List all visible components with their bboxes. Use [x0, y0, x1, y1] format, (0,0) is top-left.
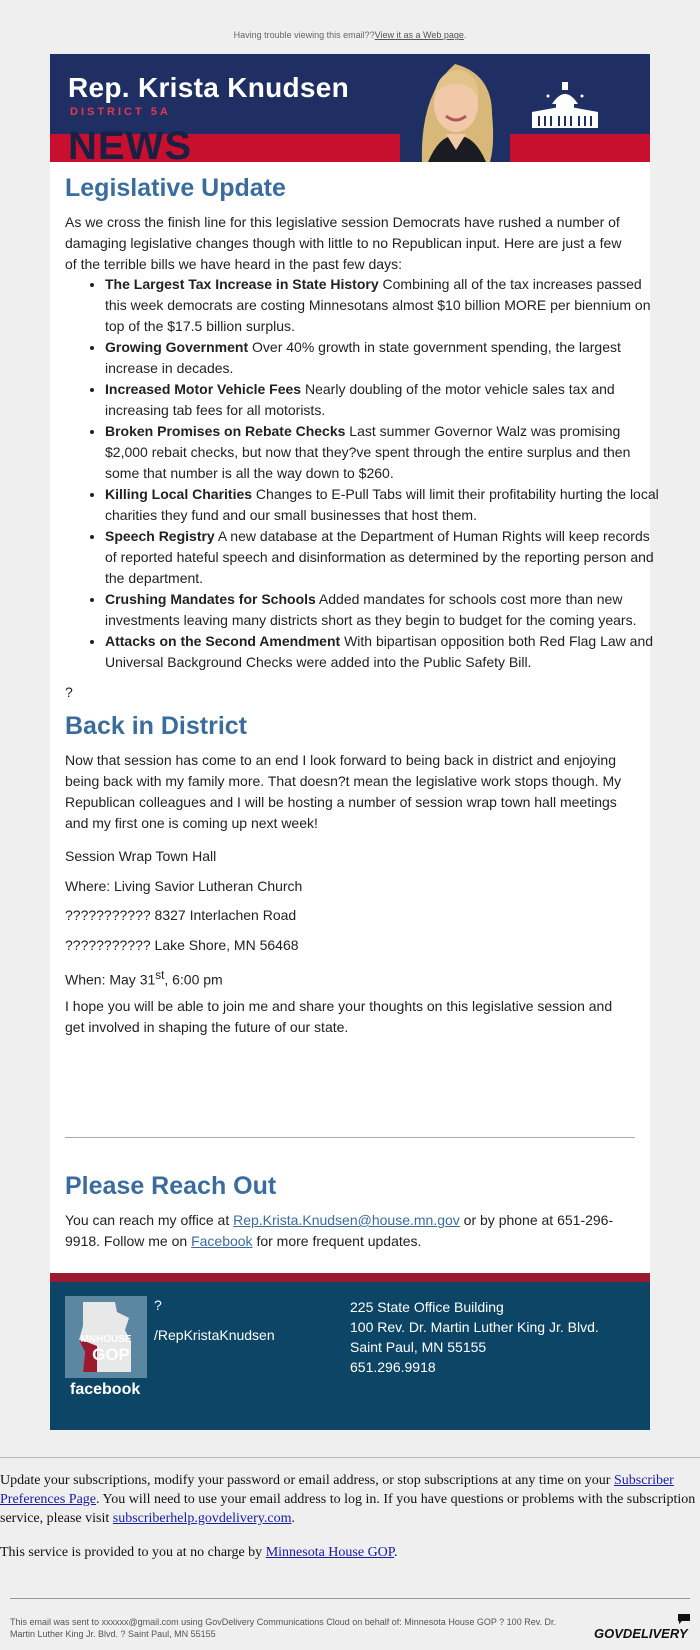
bill-title: The Largest Tax Increase in State History — [105, 276, 379, 292]
reach-text-3: for more frequent updates. — [252, 1233, 422, 1249]
bill-description: Changes to E-Pull Tabs will limit their profitability hurting the local charities they fund and our small businesses that host them. — [105, 486, 659, 523]
logo-text-mnhouse: MNHOUSE — [80, 1334, 132, 1345]
district-closing: I hope you will be able to join me and share your thoughts on this legislative session and get involved in shaping the future of our state. — [65, 998, 613, 1035]
event-address-line-2: ??????????? Lake Shore, MN 56468 — [65, 937, 299, 953]
bill-item — [105, 589, 665, 631]
govdelivery-icon — [678, 1614, 690, 1624]
event-address-line-1: ??????????? 8327 Interlachen Road — [65, 907, 297, 923]
back-in-district-heading: Back in District — [65, 712, 248, 740]
minnesota-house-gop-link[interactable]: Minnesota House GOP — [265, 1545, 395, 1560]
bill-title: Growing Government — [105, 339, 249, 355]
service-text-1: This service is provided to you at no charge by — [0, 1545, 266, 1560]
facebook-link[interactable]: Facebook — [191, 1233, 253, 1249]
bill-description: Last summer Governor Walz was promising $2,000 rebait checks, but now that they?ve spent through the entire surplus and then some that number is all the way down to $260. — [105, 423, 631, 481]
representative-name: Rep. Krista Knudsen — [68, 72, 350, 103]
facebook-handle[interactable]: /RepKristaKnudsen — [154, 1327, 275, 1343]
bill-item — [105, 337, 665, 379]
subscription-info — [0, 1471, 700, 1528]
legislative-intro: As we cross the finish line for this legislative session Democrats have rushed a number of damaging legislative changes though with little to no Republican input. Here are just a few of the terrible bills we have heard in the past few days: — [65, 214, 622, 272]
capitol-icon — [530, 78, 600, 134]
subscription-text-3: . — [291, 1511, 295, 1526]
district-label: DISTRICT 5A — [70, 106, 171, 118]
govdelivery-logo: GOVDELIVERY — [594, 1626, 688, 1641]
bill-item — [105, 631, 665, 673]
sent-to-notice: This email was sent to xxxxxx@gmail.com using GovDelivery Communications Cloud on behalf of: Minnesota House GOP ? 100 Rev. Dr. Martin Luther King Jr. Blvd. ? Saint Paul, MN 55155 — [10, 1617, 557, 1639]
outer-divider — [0, 1457, 700, 1458]
newsletter-card — [50, 54, 659, 1430]
footer-divider — [10, 1598, 690, 1599]
trailing-mark: ? — [65, 684, 73, 700]
bill-item — [105, 526, 665, 589]
email-link[interactable]: Rep.Krista.Knudsen@house.mn.gov — [233, 1212, 460, 1228]
bill-description: With bipartisan opposition both Red Flag Law and Universal Background Checks were added into the Public Safety Bill. — [105, 633, 654, 670]
bill-description: Nearly doubling of the motor vehicle sales tax and increasing tab fees for all motorists. — [105, 381, 615, 418]
service-text-2: . — [394, 1545, 398, 1560]
mn-house-gop-logo[interactable] — [65, 1296, 147, 1378]
please-reach-out-heading: Please Reach Out — [65, 1172, 277, 1200]
district-intro: Now that session has come to an end I look forward to being back in district and enjoying being back with my family more. That doesn?t mean the legislative work stops though. My Republican colleagues and I will be hosting a number of session wrap town hall meetings and my first one is coming up next week! — [65, 752, 622, 831]
footer-mark: ? — [154, 1297, 162, 1313]
header-banner — [50, 54, 650, 162]
subscriber-preferences-link[interactable]: Subscriber Preferences Page — [0, 1473, 674, 1507]
section-divider — [65, 1137, 635, 1138]
view-web-page-link[interactable]: View it as a Web page — [374, 30, 464, 40]
event-name: Session Wrap Town Hall — [65, 848, 217, 864]
event-when-suffix: st — [155, 969, 165, 982]
service-info — [0, 1543, 700, 1562]
legislative-update-heading: Legislative Update — [65, 174, 286, 202]
address-line-1: 225 State Office Building — [350, 1299, 504, 1315]
bill-title: Killing Local Charities — [105, 486, 253, 502]
view-online-note — [0, 30, 700, 40]
contact-footer — [50, 1273, 650, 1430]
address-line-2: 100 Rev. Dr. Martin Luther King Jr. Blvd. — [350, 1319, 599, 1335]
reach-out-text — [65, 1210, 625, 1252]
reach-text-1: You can reach my office at — [65, 1212, 234, 1228]
news-label: NEWS — [68, 124, 192, 162]
address-line-3: Saint Paul, MN 55155 — [350, 1339, 487, 1355]
portrait-photo — [400, 54, 510, 162]
bill-title: Crushing Mandates for Schools — [105, 591, 316, 607]
bill-item — [105, 274, 665, 337]
bill-item — [105, 484, 665, 526]
subscription-text-2: . You will need to use your email address to log in. If you have questions or problems with the subscription service, please visit — [0, 1492, 696, 1526]
event-where: Where: Living Savior Lutheran Church — [65, 878, 303, 894]
subscriber-help-link[interactable]: subscriberhelp.govdelivery.com — [112, 1511, 292, 1526]
bill-item — [105, 421, 665, 484]
logo-text-gop: GOP — [92, 1345, 130, 1364]
bill-title: Attacks on the Second Amendment — [105, 633, 341, 649]
bill-description: Combining all of the tax increases passed this week democrats are costing Minnesotans almost $10 billion MORE per biennium on top of the $17.5 billion surplus. — [105, 276, 651, 334]
reach-text-2: or by phone at 651-296-9918. Follow me on — [65, 1212, 614, 1249]
subscription-text-1: Update your subscriptions, modify your password or email address, or stop subscriptions at any time on your — [0, 1473, 614, 1488]
event-when — [65, 965, 625, 991]
bill-title: Speech Registry — [105, 528, 215, 544]
bill-item — [105, 379, 665, 421]
bill-description: Added mandates for schools cost more than new investments leaving many districts short as they begin to budget for the coming years. — [105, 591, 637, 628]
event-when-date: When: May 31 — [65, 971, 156, 988]
facebook-label: facebook — [70, 1381, 141, 1398]
footer-stripe — [50, 1273, 650, 1282]
bill-title: Increased Motor Vehicle Fees — [105, 381, 302, 397]
office-address — [350, 1297, 599, 1377]
bill-title: Broken Promises on Rebate Checks — [105, 423, 346, 439]
bills-list — [65, 274, 665, 673]
view-online-text: Having trouble viewing this email?? — [233, 30, 375, 40]
bill-description: A new database at the Department of Human Rights will keep records of reported hateful speech and disinformation as determined by the reporting person and the department. — [105, 528, 654, 586]
office-phone: 651.296.9918 — [350, 1359, 436, 1375]
bill-description: Over 40% growth in state government spending, the largest increase in decades. — [105, 339, 621, 376]
view-online-period: . — [463, 30, 467, 40]
event-when-time: , 6:00 pm — [164, 971, 223, 988]
